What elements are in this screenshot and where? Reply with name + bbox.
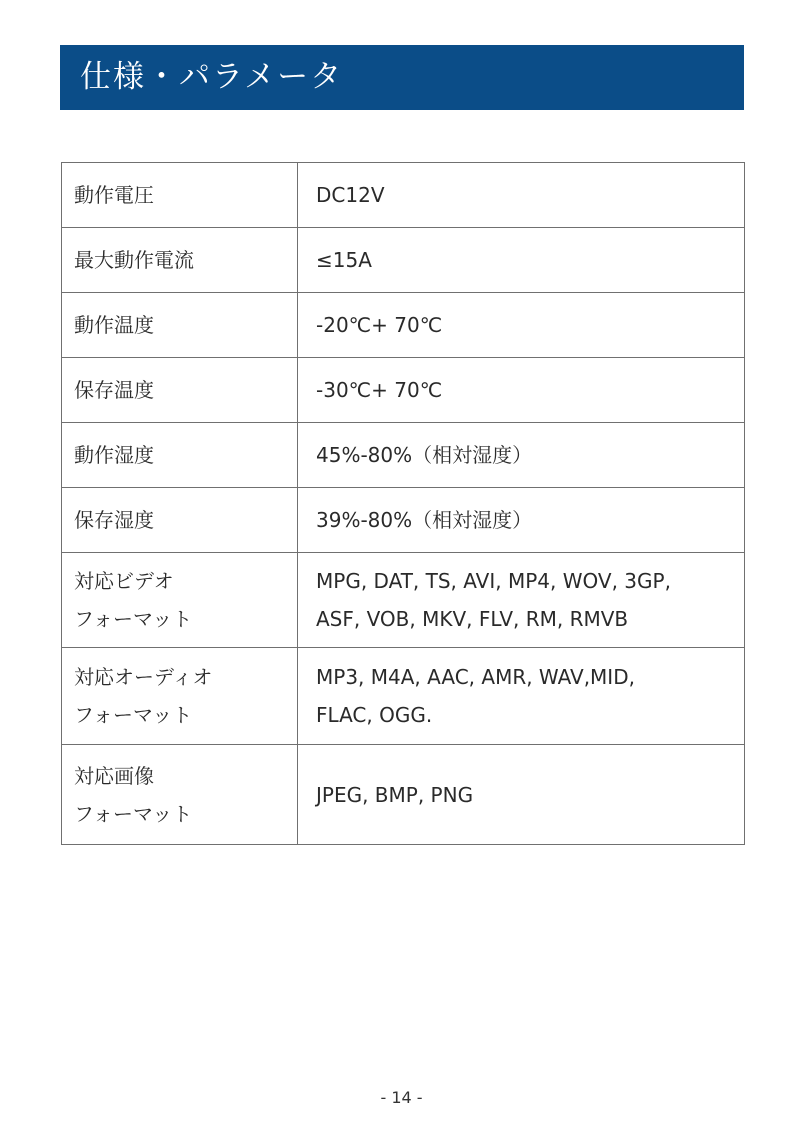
spec-label-cell <box>62 228 298 293</box>
spec-label-cell <box>62 163 298 228</box>
spec-label: 対応画像 <box>74 763 154 788</box>
spec-value: JPEG, BMP, PNG <box>316 782 474 807</box>
spec-value: -20℃+ 70℃ <box>316 313 443 337</box>
spec-value: MPG, DAT, TS, AVI, MP4, WOV, 3GP, <box>316 569 671 593</box>
spec-table <box>61 162 745 845</box>
table-row <box>62 163 745 228</box>
spec-label: 動作湿度 <box>74 443 154 467</box>
spec-label: 対応ビデオ <box>74 569 174 593</box>
spec-label: 保存温度 <box>74 378 154 402</box>
spec-label-cell <box>62 745 298 845</box>
spec-value-cell <box>298 358 745 423</box>
spec-value: -30℃+ 70℃ <box>316 378 443 402</box>
section-title-bar <box>60 45 744 110</box>
spec-value-cell <box>298 423 745 488</box>
spec-value: DC12V <box>316 183 385 207</box>
spec-label-cell <box>62 553 298 648</box>
spec-value: ASF, VOB, MKV, FLV, RM, RMVB <box>316 607 629 631</box>
spec-label-cell <box>62 358 298 423</box>
spec-label: 対応オーディオ <box>74 665 213 689</box>
spec-value-cell <box>298 648 745 745</box>
table-row <box>62 228 745 293</box>
spec-label: 保存湿度 <box>74 508 154 532</box>
table-row <box>62 553 745 648</box>
spec-value: 45%-80%（相対湿度） <box>316 443 533 467</box>
spec-label: フォーマット <box>74 607 193 631</box>
spec-value-cell <box>298 488 745 553</box>
table-row <box>62 648 745 745</box>
spec-value-cell <box>298 553 745 648</box>
table-row <box>62 745 745 845</box>
spec-label-cell <box>62 488 298 553</box>
spec-value-cell <box>298 293 745 358</box>
spec-value: 39%-80%（相対湿度） <box>316 508 533 532</box>
spec-label-cell <box>62 423 298 488</box>
spec-value: ≤15A <box>316 248 372 272</box>
spec-label-cell <box>62 648 298 745</box>
page-number: - 14 - <box>380 1088 423 1107</box>
spec-label: 動作温度 <box>74 313 154 337</box>
spec-value-cell <box>298 163 745 228</box>
spec-value: FLAC, OGG. <box>316 703 433 727</box>
spec-value: MP3, M4A, AAC, AMR, WAV,MID, <box>316 665 635 689</box>
spec-label: 最大動作電流 <box>74 248 194 272</box>
spec-value-cell <box>298 745 745 845</box>
table-row <box>62 423 745 488</box>
spec-label: フォーマット <box>74 703 193 727</box>
spec-label-cell <box>62 293 298 358</box>
table-row <box>62 293 745 358</box>
table-row <box>62 358 745 423</box>
spec-label: フォーマット <box>74 801 193 826</box>
page-title: 仕様・パラメータ <box>80 59 344 95</box>
spec-value-cell <box>298 228 745 293</box>
spec-label: 動作電圧 <box>74 183 154 207</box>
table-row <box>62 488 745 553</box>
